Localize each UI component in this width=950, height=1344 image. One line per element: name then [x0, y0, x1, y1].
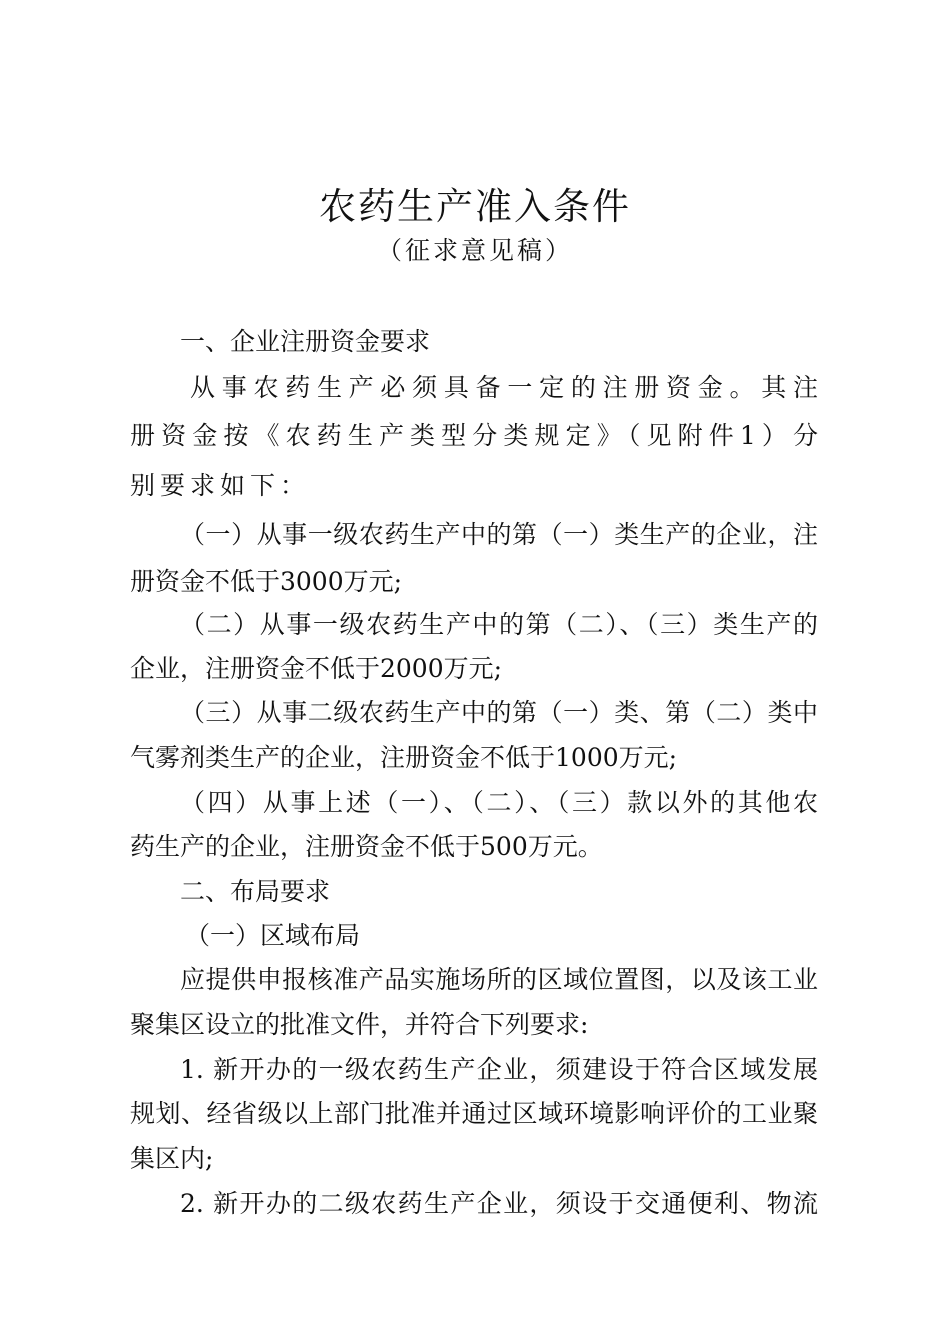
- paragraph-line: 1. 新开办的一级农药生产企业，须建设于符合区域发展: [180, 1055, 818, 1084]
- subsection-heading: （一）区域布局: [185, 921, 361, 950]
- paragraph-line: （二）从事一级农药生产中的第（二）、（三）类生产的: [180, 610, 818, 639]
- paragraph-line: （四）从事上述（一）、（二）、（三）款以外的其他农: [180, 788, 818, 817]
- section-heading: 二、布局要求: [180, 877, 331, 906]
- paragraph-line: 别要求如下：: [130, 471, 311, 500]
- paragraph-line: 集区内;: [130, 1144, 214, 1173]
- paragraph-line: 气雾剂类生产的企业，注册资金不低于1000万元;: [130, 743, 678, 772]
- paragraph-line: （三）从事二级农药生产中的第（一）类、第（二）类中: [180, 698, 818, 727]
- paragraph-line: 聚集区设立的批准文件，并符合下列要求:: [130, 1010, 589, 1039]
- paragraph-line: 规划、经省级以上部门批准并通过区域环境影响评价的工业聚: [130, 1099, 818, 1128]
- paragraph-line: 从事农药生产必须具备一定的注册资金。其注: [190, 373, 818, 402]
- paragraph-line: 企业，注册资金不低于2000万元;: [130, 654, 503, 683]
- document-title: 农药生产准入条件: [319, 185, 631, 228]
- paragraph-line: 药生产的企业，注册资金不低于500万元。: [130, 832, 603, 861]
- paragraph-line: 册资金不低于3000万元;: [130, 567, 403, 596]
- document-subtitle: （征求意见稿）: [376, 236, 573, 265]
- section-heading: 一、企业注册资金要求: [180, 327, 431, 356]
- paragraph-line: 应提供申报核准产品实施场所的区域位置图，以及该工业: [180, 965, 818, 994]
- paragraph-line: 2. 新开办的二级农药生产企业，须设于交通便利、物流: [180, 1189, 818, 1218]
- paragraph-line: （一）从事一级农药生产中的第（一）类生产的企业，注: [180, 520, 818, 549]
- paragraph-line: 册资金按《农药生产类型分类规定》（见附件1）分: [130, 421, 818, 450]
